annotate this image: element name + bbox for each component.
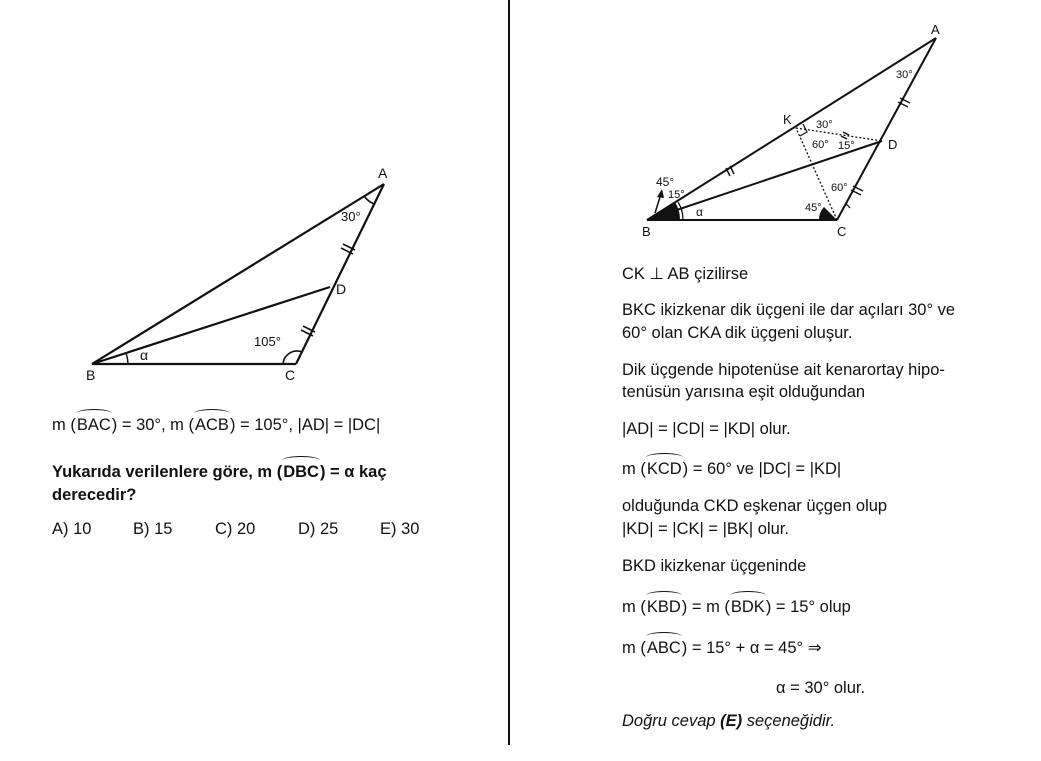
angle-label-kdb: 15° <box>838 140 855 152</box>
side-ab <box>647 38 936 220</box>
angle-label-c: 45° <box>805 202 822 214</box>
angle-label-k: 30° <box>816 119 833 131</box>
angle-label-a: 30° <box>896 69 913 81</box>
angle-arc-c60 <box>846 204 850 208</box>
segment-bd <box>92 287 330 364</box>
angle-label-kcd: 60° <box>812 139 829 151</box>
arc-bdk: BDK <box>730 598 765 616</box>
right-angle-k <box>800 124 807 136</box>
angle-fill-b <box>647 202 680 220</box>
side-ca <box>837 38 936 220</box>
label-a: A <box>378 165 388 181</box>
solution-line-10: α = 30° olur. <box>776 679 866 697</box>
solution-para-6-line-2: |KD| = |CK| = |BK| olur. <box>622 520 789 538</box>
choice-b: B) 15 <box>133 520 173 538</box>
arc-dbc: DBC <box>283 463 319 481</box>
angle-label-b15: 15° <box>668 189 685 201</box>
segment-bd <box>647 141 882 220</box>
label-c: C <box>285 367 296 383</box>
solution-line-8: m (KBD) = m (BDK) = 15° olup <box>622 598 851 616</box>
solution-line-4: |AD| = |CD| = |KD| olur. <box>622 420 791 438</box>
solution-para-6-line-1: olduğunda CKD eşkenar üçgen olup <box>622 497 888 515</box>
solution-para-3-line-1: Dik üçgende hipotenüse ait kenarortay hipo- <box>622 361 945 379</box>
angle-label-b: α <box>140 347 149 363</box>
label-b: B <box>642 224 651 239</box>
angle-label-b45: 45° <box>656 175 675 189</box>
question-prompt-line1: Yukarıda verilenlere göre, m (DBC) = α kaç <box>52 463 387 481</box>
answer-line: Doğru cevap (E) seçeneğidir. <box>622 712 836 730</box>
label-d: D <box>888 137 898 152</box>
choice-e: E) 30 <box>380 520 420 538</box>
solution-figure <box>520 0 1041 245</box>
angle-fill-c <box>819 207 837 220</box>
solution-para-2-line-2: 60° olan CKA dik üçgeni oluşur. <box>622 324 853 342</box>
angle-label-cd: 60° <box>831 182 848 194</box>
choice-c: C) 20 <box>215 520 256 538</box>
given-line: m (BAC) = 30°, m (ACB) = 105°, |AD| = |DC| <box>52 416 381 434</box>
question-figure <box>0 0 508 400</box>
choice-d: D) 25 <box>298 520 339 538</box>
column-divider <box>508 0 510 745</box>
arc-abc: ABC <box>646 639 681 657</box>
arc-kbd: KBD <box>646 598 681 616</box>
label-b: B <box>86 367 96 383</box>
solution-line-9: m (ABC) = 15° + α = 45° ⇒ <box>622 639 822 657</box>
choice-a: A) 10 <box>52 520 92 538</box>
arc-acb: ACB <box>195 416 229 434</box>
angle-label-alpha: α <box>696 205 703 219</box>
solution-para-2-line-1: BKC ikizkenar dik üçgeni ile dar açıları 30° ve <box>622 301 956 319</box>
label-d: D <box>336 281 347 297</box>
solution-line-7: BKD ikizkenar üçgeninde <box>622 557 807 575</box>
solution-line-5: m (KCD) = 60° ve |DC| = |KD| <box>622 460 842 478</box>
arc-bac: BAC <box>76 416 111 434</box>
label-k: K <box>783 112 792 127</box>
angle-arc-b <box>126 353 128 364</box>
question-prompt-line2: derecedir? <box>52 486 137 504</box>
arc-kcd: KCD <box>646 460 682 478</box>
solution-para-3-line-2: tenüsün yarısına eşit olduğundan <box>622 383 866 401</box>
solution-line-1: CK ⊥ AB çizilirse <box>622 265 749 283</box>
angle-label-a: 30° <box>341 209 361 224</box>
angle-label-c: 105° <box>254 334 281 349</box>
label-c: C <box>837 224 847 239</box>
label-a: A <box>931 22 940 37</box>
angle-arc-a <box>364 196 374 204</box>
answer-choice: (E) <box>720 712 743 730</box>
